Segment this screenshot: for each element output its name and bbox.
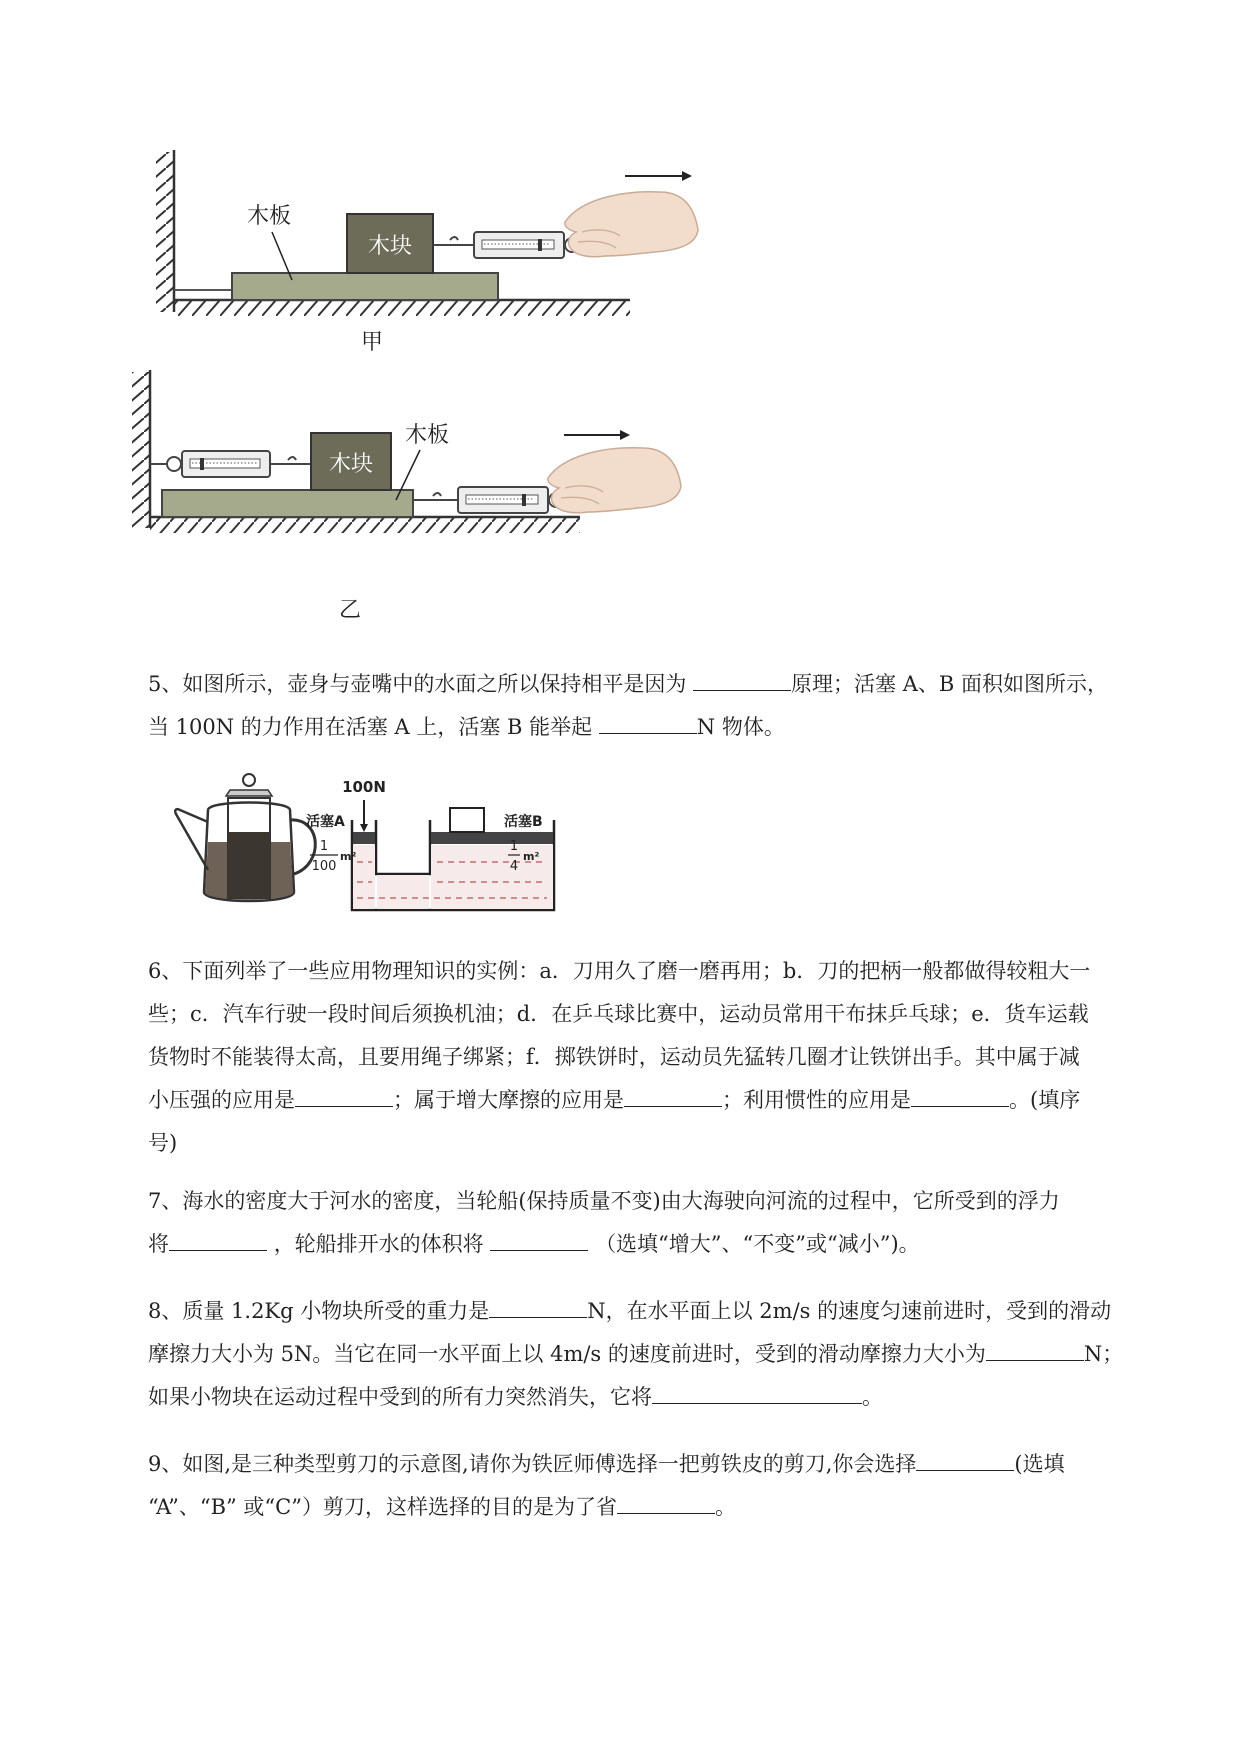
question-9: [148, 1443, 1188, 1529]
hand-icon: [548, 448, 681, 513]
answer-blank[interactable]: [169, 1228, 267, 1251]
figure-yi: [128, 362, 688, 642]
wooden-board: [232, 273, 498, 300]
answer-blank[interactable]: [489, 1295, 587, 1318]
block-label: 木块: [328, 452, 374, 477]
question-line: 当 100N 的力作用在活塞 A 上，活塞 B 能举起 N 物体。: [148, 706, 1188, 749]
area-b-denominator: 4: [509, 859, 519, 874]
question-5: [148, 663, 1188, 749]
piston-b: [431, 832, 553, 844]
force-label: 100N: [342, 778, 386, 796]
spring-scale-fixed: [150, 451, 310, 477]
area-a-denominator: 100: [311, 859, 337, 874]
wall: [156, 150, 174, 312]
answer-blank[interactable]: [599, 711, 697, 734]
ground: [150, 517, 580, 533]
question-line: 9、如图,是三种类型剪刀的示意图,请你为铁匠师傅选择一把剪铁皮的剪刀,你会选择 (选填: [148, 1443, 1188, 1486]
question-7: [148, 1180, 1188, 1266]
ground: [174, 300, 630, 316]
question-line: “A”、“B” 或“C”）剪刀，这样选择的目的是为了省 。: [148, 1486, 1188, 1529]
board-label: 木板: [405, 423, 450, 448]
area-a-numerator: 1: [319, 839, 329, 854]
question-line: 货物时不能装得太高，且要用绳子绑紧；f．掷铁饼时，运动员先猛转几圈才让铁饼出手。其中属于减: [148, 1045, 1080, 1069]
wall: [132, 370, 150, 528]
figure-caption: 甲: [360, 330, 384, 355]
spring-scale: [433, 232, 579, 258]
question-line: 8、质量 1.2Kg 小物块所受的重力是 N，在水平面上以 2m/s 的速度匀速前进时，受到的滑动: [148, 1290, 1188, 1333]
block-label: 木块: [367, 234, 413, 259]
question-line: 7、海水的密度大于河水的密度，当轮船(保持质量不变)由大海驶向河流的过程中，它所受到的浮力: [148, 1189, 1060, 1213]
load-box: [450, 808, 484, 832]
question-line: 摩擦力大小为 5N。当它在同一水平面上以 4m/s 的速度前进时，受到的滑动摩擦力大小为 N；: [148, 1333, 1188, 1376]
question-line: 将 ，轮船排开水的体积将 （选填“增大”、“不变”或“减小”)。: [148, 1223, 1188, 1266]
question-line: 号): [148, 1131, 178, 1155]
wooden-board: [162, 490, 413, 517]
arrow-right-icon: [625, 171, 692, 181]
figure-jia: [150, 140, 710, 360]
question-line: 5、如图所示，壶身与壶嘴中的水面之所以保持相平是因为 原理；活塞 A、B 面积如图所示，: [148, 663, 1188, 706]
area-a-unit: m²: [340, 850, 357, 863]
answer-blank[interactable]: [295, 1084, 393, 1107]
area-b-numerator: 1: [509, 839, 519, 854]
answer-blank[interactable]: [916, 1448, 1014, 1471]
piston-b-label: 活塞B: [504, 814, 543, 830]
figure-teapot-hydraulic: [172, 770, 612, 920]
question-line: 些；c．汽车行驶一段时间后须换机油；d．在乒乓球比赛中，运动员常用干布抹乒乓球；e．货车运载: [148, 1002, 1089, 1026]
question-line: 小压强的应用是 ；属于增大摩擦的应用是 ；利用惯性的应用是 。(填序: [148, 1079, 1188, 1122]
answer-blank[interactable]: [693, 668, 791, 691]
figure-caption: 乙: [338, 598, 362, 623]
question-line: 6、下面列举了一些应用物理知识的实例：a．刀用久了磨一磨再用；b．刀的把柄一般都做得较粗大一: [148, 959, 1091, 983]
answer-blank[interactable]: [490, 1228, 588, 1251]
teapot-icon: [175, 774, 315, 901]
arrow-right-icon: [564, 430, 630, 440]
spring-scale-pulled: [413, 487, 563, 513]
answer-blank[interactable]: [624, 1084, 722, 1107]
answer-blank[interactable]: [986, 1338, 1084, 1361]
answer-blank[interactable]: [911, 1084, 1009, 1107]
answer-blank[interactable]: [617, 1491, 715, 1514]
area-b-unit: m²: [523, 850, 540, 863]
question-line: 如果小物块在运动过程中受到的所有力突然消失，它将 。: [148, 1376, 1188, 1419]
answer-blank[interactable]: [652, 1381, 862, 1404]
question-6: [148, 950, 1188, 1165]
hand-icon: [565, 192, 698, 257]
piston-a-label: 活塞A: [306, 814, 345, 830]
piston-a: [353, 832, 375, 844]
question-8: [148, 1290, 1188, 1419]
board-label: 木板: [247, 204, 292, 229]
